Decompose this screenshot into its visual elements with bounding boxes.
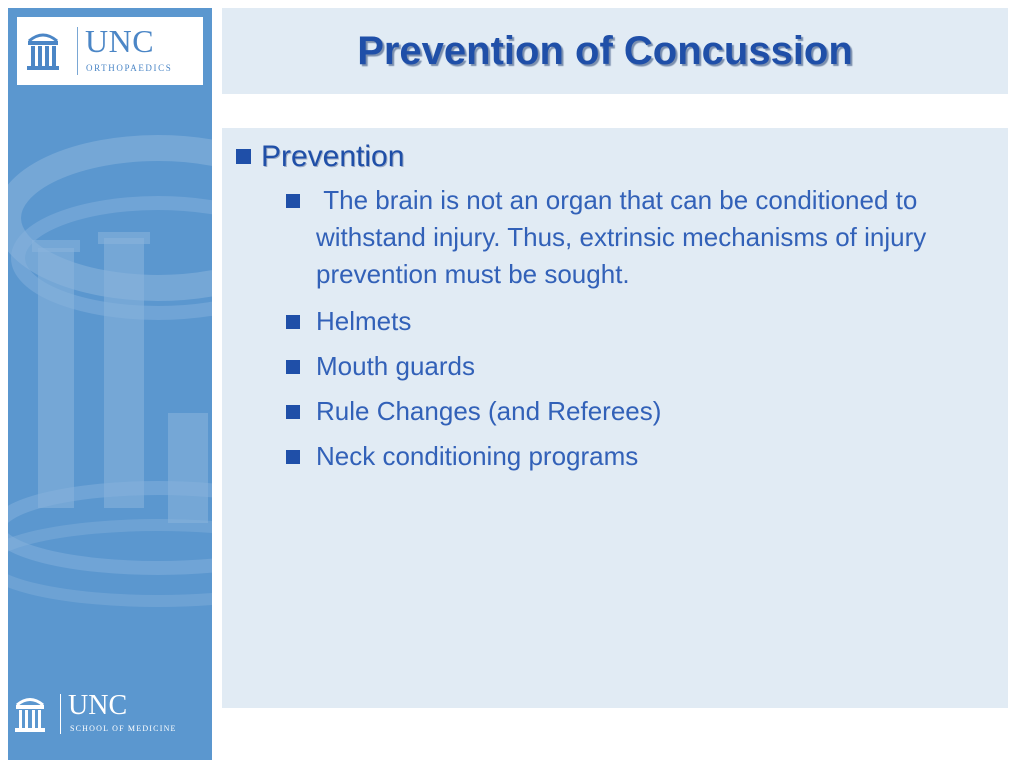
- list-item: [286, 303, 1002, 340]
- old-well-icon: [25, 29, 61, 73]
- square-bullet-icon: [286, 360, 300, 374]
- square-bullet-icon: [286, 450, 300, 464]
- content-panel: [222, 128, 1008, 708]
- logo-unc-text: UNC: [85, 23, 155, 59]
- logo-orthopaedics-text: ORTHOPAEDICS: [86, 63, 173, 73]
- list-item: [286, 182, 1002, 293]
- list-item: [286, 438, 1002, 475]
- square-bullet-icon: [286, 315, 300, 329]
- list-item-text: Rule Changes (and Referees): [316, 396, 662, 426]
- square-bullet-icon: [286, 405, 300, 419]
- list-item-text: Mouth guards: [316, 351, 475, 381]
- old-well-watermark-icon: [8, 8, 212, 760]
- heading-bullet: [236, 140, 404, 174]
- logo-divider: [60, 694, 61, 734]
- list-item-text: The brain is not an organ that can be conditioned to withstand injury. Thus, extrinsic mechanisms of injury prevention must be sought.: [316, 185, 934, 289]
- unc-orthopaedics-logo: [17, 17, 203, 85]
- heading-text: Prevention: [261, 140, 405, 173]
- title-band: [222, 8, 1008, 94]
- list-item-text: Neck conditioning programs: [316, 441, 639, 471]
- list-item-text: Helmets: [316, 306, 412, 336]
- list-item: [286, 348, 1002, 385]
- sidebar: [8, 8, 212, 760]
- slide-title: [222, 8, 1008, 94]
- old-well-icon: [14, 694, 46, 734]
- list-item: [286, 393, 1002, 430]
- logo-divider: [77, 27, 78, 75]
- square-bullet-icon: [236, 149, 251, 164]
- square-bullet-icon: [286, 194, 300, 208]
- unc-school-of-medicine-logo: [14, 690, 210, 740]
- logo-school-of-medicine-text: SCHOOL OF MEDICINE: [70, 724, 177, 733]
- slide-title-text: Prevention of Concussion: [357, 29, 853, 73]
- logo-unc-text: UNC: [68, 690, 128, 721]
